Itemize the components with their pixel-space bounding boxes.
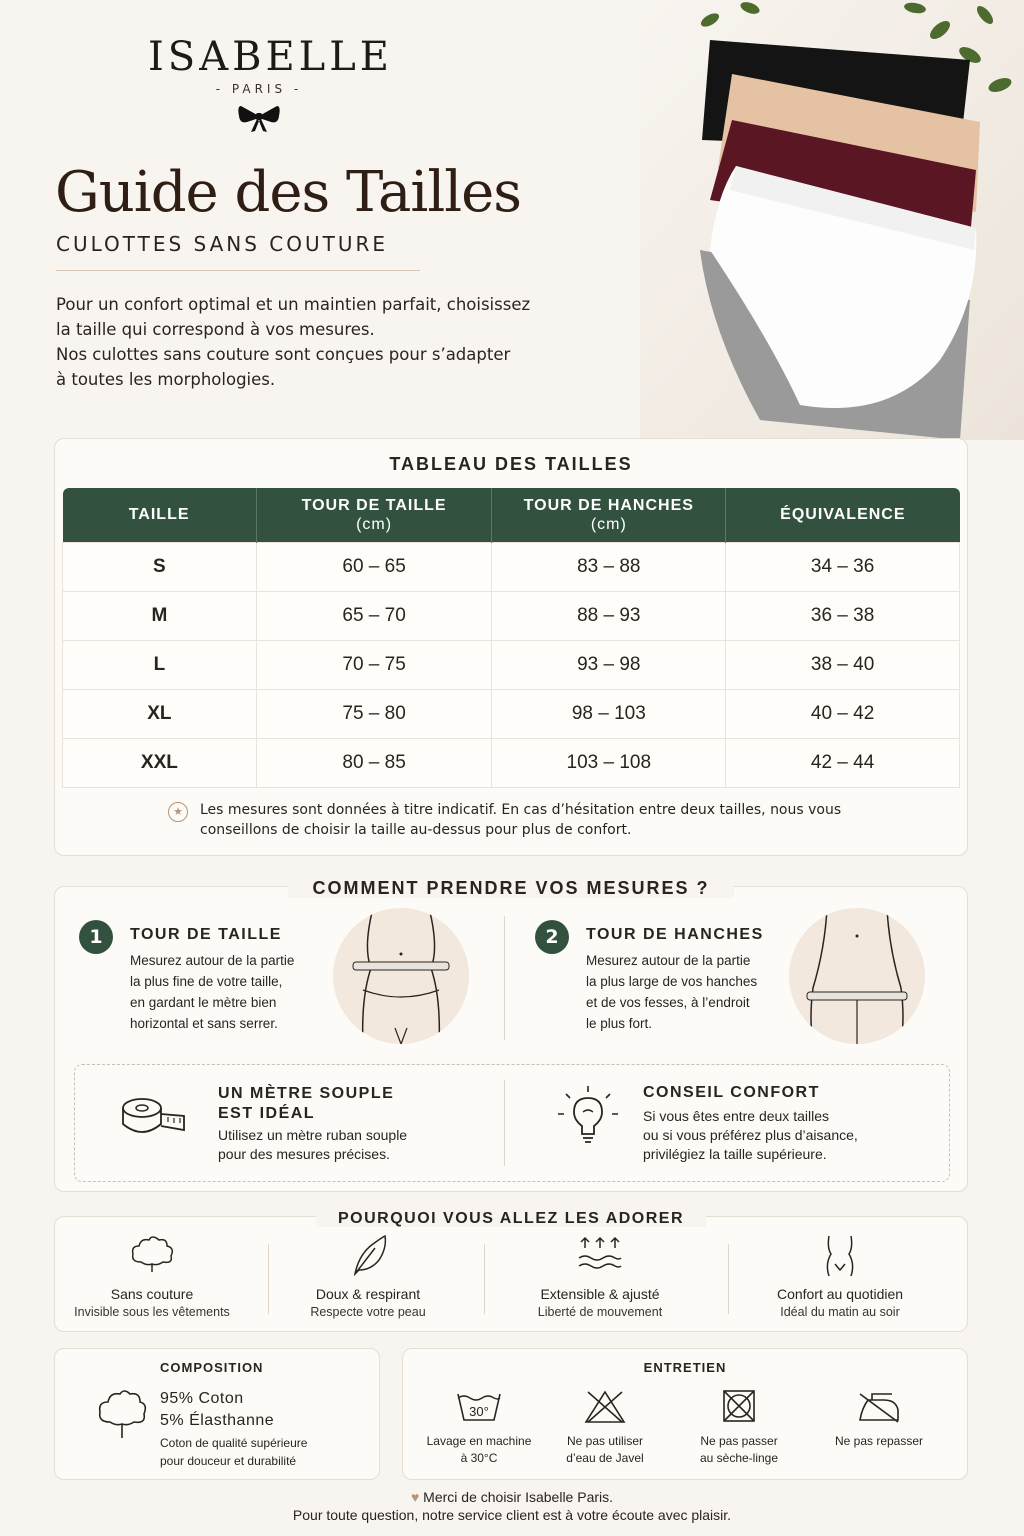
title-divider	[56, 270, 420, 271]
care-item: Ne pas utiliser d’eau de Javel	[540, 1390, 670, 1467]
benefits-title: POURQUOI VOUS ALLEZ LES ADORER	[316, 1210, 706, 1227]
composition-elastane: 5% Élasthanne	[160, 1412, 275, 1429]
equivalence-cell: 34 – 36	[726, 542, 960, 591]
wash-30-icon	[456, 1390, 502, 1424]
divider	[728, 1244, 729, 1314]
heart-icon: ♥	[410, 1489, 420, 1505]
intro-text	[56, 292, 556, 392]
intro-line: la taille qui correspond à vos mesures.	[56, 320, 375, 339]
care-item: Ne pas passer au sèche-linge	[674, 1390, 804, 1467]
benefit-item: Extensible & ajusté Liberté de mouvement	[500, 1234, 700, 1319]
care-title: ENTRETIEN	[643, 1360, 727, 1375]
star-icon: ★	[168, 802, 188, 822]
table-row	[63, 542, 960, 591]
intro-line: à toutes les morphologies.	[56, 370, 276, 389]
no-iron-icon	[856, 1390, 902, 1424]
size-cell: S	[63, 542, 257, 591]
hips-cell: 83 – 88	[492, 542, 726, 591]
size-table-title: TABLEAU DES TAILLES	[389, 454, 633, 474]
size-cell: XXL	[63, 738, 257, 787]
measuring-tape-icon	[120, 1094, 188, 1142]
step-heading: TOUR DE TAILLE	[130, 926, 282, 943]
intro-line: Nos culottes sans couture sont conçues pour s’adapter	[56, 345, 511, 364]
brand-city: - PARIS -	[215, 82, 303, 96]
body-icon	[815, 1234, 865, 1276]
tip-heading: CONSEIL CONFORT	[643, 1084, 820, 1101]
composition-cotton: 95% Coton	[160, 1390, 244, 1407]
composition-desc: Coton de qualité supérieure pour douceur et durabilité	[160, 1436, 308, 1468]
table-row	[63, 738, 960, 787]
composition-title: COMPOSITION	[160, 1360, 264, 1375]
stretch-icon	[575, 1234, 625, 1276]
divider	[504, 916, 505, 1040]
cotton-icon	[96, 1388, 148, 1440]
intro-line: Pour un confort optimal et un maintien parfait, choisissez	[56, 295, 531, 314]
size-note-text: Les mesures sont données à titre indicatif. En cas d’hésitation entre deux tailles, nous vous conseillons de choisir la taille au-dessus pour plus de confort.	[200, 802, 842, 838]
hips-cell: 98 – 103	[492, 689, 726, 738]
composition-values	[160, 1388, 274, 1432]
measure-title-wrap	[54, 878, 968, 899]
header-equivalence: ÉQUIVALENCE	[726, 488, 960, 542]
table-row	[63, 640, 960, 689]
hips-cell: 93 – 98	[492, 640, 726, 689]
size-cell: L	[63, 640, 257, 689]
waist-cell: 80 – 85	[256, 738, 492, 787]
tip-text: Si vous êtes entre deux tailles ou si vous préférez plus d’aisance, privilégiez la taille supérieure.	[643, 1108, 858, 1162]
footer	[0, 1488, 1024, 1524]
header-tour-de-taille: TOUR DE TAILLE (cm)	[256, 488, 492, 542]
header-tour-de-hanches: TOUR DE HANCHES (cm)	[492, 488, 726, 542]
tip-text: Utilisez un mètre ruban souple pour des mesures précises.	[218, 1127, 408, 1162]
divider	[504, 1080, 505, 1166]
table-row	[63, 689, 960, 738]
hips-cell: 103 – 108	[492, 738, 726, 787]
equivalence-cell: 36 – 38	[726, 591, 960, 640]
size-cell: XL	[63, 689, 257, 738]
table-header-row	[63, 488, 960, 542]
waist-cell: 60 – 65	[256, 542, 492, 591]
brand-logo	[148, 34, 394, 138]
page-title: Guide des Tailles	[55, 160, 522, 225]
measure-title: COMMENT PRENDRE VOS MESURES ?	[288, 878, 733, 898]
care-item: 30° Lavage en machine à 30°C	[414, 1390, 544, 1467]
page-subtitle: CULOTTES SANS COUTURE	[56, 232, 389, 256]
step-text: Mesurez autour de la partie la plus fine de votre taille, en gardant le mètre bien horizontal et sans serrer.	[130, 953, 295, 1031]
benefits-title-wrap	[54, 1208, 968, 1228]
step-number: 2	[535, 920, 569, 954]
no-tumble-dry-icon	[716, 1390, 762, 1424]
header-taille: TAILLE	[63, 488, 257, 542]
hips-cell: 88 – 93	[492, 591, 726, 640]
cotton-icon	[127, 1234, 177, 1276]
waist-cell: 65 – 70	[256, 591, 492, 640]
equivalence-cell: 40 – 42	[726, 689, 960, 738]
footer-line-1: ♥ Merci de choisir Isabelle Paris.	[410, 1489, 614, 1505]
table-row	[63, 591, 960, 640]
tip-heading: UN MÈTRE SOUPLE EST IDÉAL	[218, 1085, 395, 1122]
wash-temp: 30°	[469, 1404, 489, 1419]
step-text: Mesurez autour de la partie la plus large de vos hanches et de vos fesses, à l’endroit le plus fort.	[586, 953, 758, 1031]
care-item: Ne pas repasser	[814, 1390, 944, 1450]
step-number: 1	[79, 920, 113, 954]
waist-cell: 75 – 80	[256, 689, 492, 738]
equivalence-cell: 42 – 44	[726, 738, 960, 787]
hips-illustration	[789, 908, 925, 1044]
size-note	[168, 800, 868, 840]
no-bleach-icon	[582, 1390, 628, 1424]
divider	[484, 1244, 485, 1314]
benefit-item: Confort au quotidien Idéal du matin au soir	[740, 1234, 940, 1319]
bow-icon	[237, 104, 281, 134]
footer-line-2: Pour toute question, notre service client est à votre écoute avec plaisir.	[292, 1507, 732, 1523]
product-photo	[640, 0, 1024, 440]
brand-name: ISABELLE	[148, 34, 394, 80]
equivalence-cell: 38 – 40	[726, 640, 960, 689]
benefit-item: Doux & respirant Respecte votre peau	[268, 1234, 468, 1319]
benefit-item: Sans couture Invisible sous les vêtements	[52, 1234, 252, 1319]
lightbulb-icon	[556, 1084, 620, 1148]
size-table	[62, 488, 960, 788]
size-cell: M	[63, 591, 257, 640]
waist-illustration	[333, 908, 469, 1044]
leaf-icon	[343, 1234, 393, 1276]
step-heading: TOUR DE HANCHES	[586, 926, 764, 943]
waist-cell: 70 – 75	[256, 640, 492, 689]
